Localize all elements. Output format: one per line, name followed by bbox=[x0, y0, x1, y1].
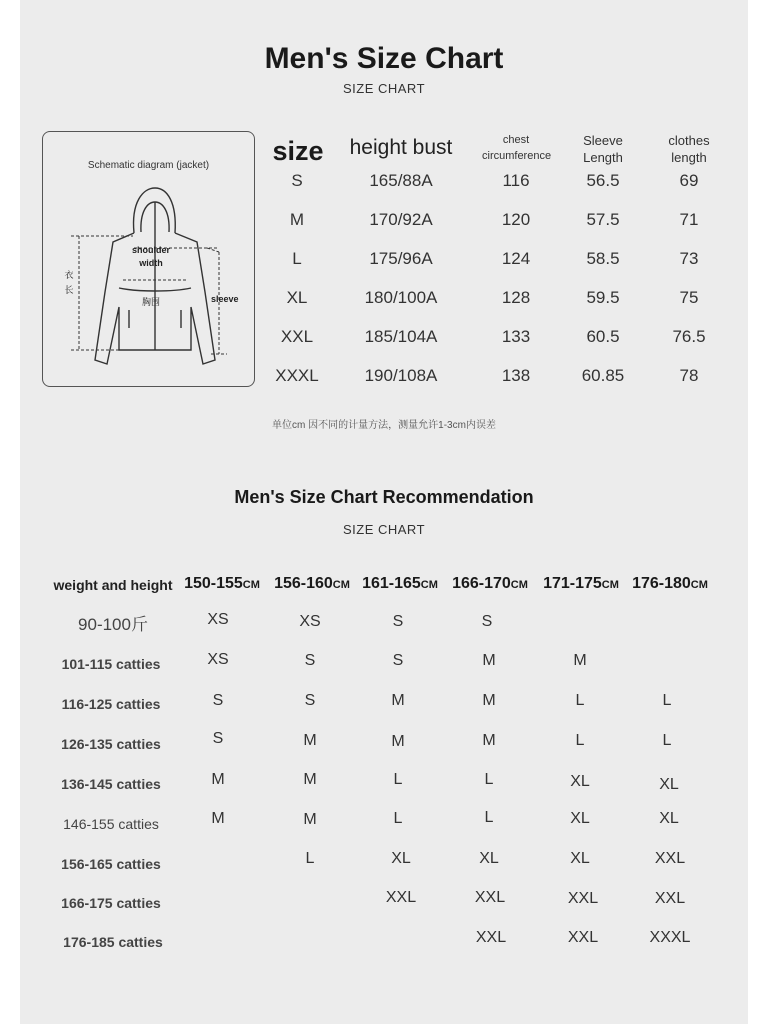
size-recommendation-cell: XXL bbox=[654, 850, 686, 867]
size-recommendation-cell: XL bbox=[570, 850, 590, 867]
size-recommendation-cell: L bbox=[484, 771, 494, 788]
header-sleeve-length: Sleeve Length bbox=[583, 133, 623, 165]
size-recommendation-cell: XS bbox=[207, 611, 229, 628]
size-recommendation-cell: M bbox=[482, 692, 496, 709]
height-bust-cell: 170/92A bbox=[369, 210, 433, 229]
size-recommendation-cell: XXL bbox=[567, 890, 599, 907]
sleeve-cell: 57.5 bbox=[586, 210, 620, 229]
height-bust-cell: 190/108A bbox=[364, 366, 438, 385]
size-cell: M bbox=[289, 210, 305, 229]
chest-cell: 128 bbox=[501, 288, 531, 307]
jacket-diagram bbox=[42, 131, 255, 387]
size-recommendation-cell: XXXL bbox=[649, 929, 691, 946]
size-recommendation-cell: XXL bbox=[474, 889, 506, 906]
weight-row-label: 156-165 catties bbox=[61, 856, 161, 872]
size-recommendation-cell: S bbox=[304, 692, 316, 709]
page-title: Men's Size Chart bbox=[264, 42, 504, 75]
length-cell: 73 bbox=[679, 249, 699, 268]
size-recommendation-cell: S bbox=[481, 613, 493, 630]
size-recommendation-cell: XL bbox=[479, 850, 499, 867]
height-column-header: 161-165CM bbox=[362, 575, 438, 592]
chest-label: 胸围 bbox=[142, 297, 161, 307]
height-column-header: 171-175CM bbox=[543, 575, 619, 592]
height-column-header: 150-155CM bbox=[184, 575, 260, 592]
size-recommendation-cell: M bbox=[391, 733, 405, 750]
weight-row-label: 176-185 catties bbox=[63, 934, 163, 950]
size-recommendation-cell: XS bbox=[207, 651, 229, 668]
height-column-header: 156-160CM bbox=[274, 575, 350, 592]
size-recommendation-cell: S bbox=[392, 613, 404, 630]
weight-row-label: 146-155 catties bbox=[63, 816, 159, 832]
size-cell: XXL bbox=[280, 327, 314, 346]
size-recommendation-cell: L bbox=[662, 692, 672, 709]
size-recommendation-cell: M bbox=[303, 811, 317, 828]
chest-cell: 138 bbox=[501, 366, 531, 385]
recommendation-subtitle: SIZE CHART bbox=[342, 522, 426, 537]
size-cell: XXXL bbox=[275, 366, 319, 385]
length-cell: 69 bbox=[679, 171, 699, 190]
chest-cell: 124 bbox=[501, 249, 531, 268]
size-cell: XL bbox=[286, 288, 308, 307]
size-recommendation-cell: L bbox=[662, 732, 672, 749]
sleeve-cell: 56.5 bbox=[586, 171, 620, 190]
sleeve-label: sleeve bbox=[211, 294, 239, 304]
size-recommendation-cell: L bbox=[575, 692, 585, 709]
size-recommendation-cell: M bbox=[573, 652, 587, 669]
size-recommendation-cell: XL bbox=[659, 776, 679, 793]
weight-row-label: 101-115 catties bbox=[61, 656, 161, 672]
sleeve-cell: 60.5 bbox=[586, 327, 620, 346]
size-recommendation-cell: XXL bbox=[654, 890, 686, 907]
size-recommendation-cell: XXL bbox=[475, 929, 507, 946]
height-bust-cell: 180/100A bbox=[364, 288, 438, 307]
size-recommendation-cell: L bbox=[575, 732, 585, 749]
height-bust-cell: 165/88A bbox=[369, 171, 433, 190]
chest-cell: 133 bbox=[501, 327, 531, 346]
size-recommendation-cell: M bbox=[391, 692, 405, 709]
measurement-note: 单位cm 因不同的计量方法，测量允许1-3cm内误差 bbox=[272, 420, 496, 431]
size-recommendation-cell: M bbox=[482, 732, 496, 749]
size-recommendation-cell: XXL bbox=[567, 929, 599, 946]
sleeve-cell: 60.85 bbox=[581, 366, 625, 385]
size-recommendation-cell: XXL bbox=[385, 889, 417, 906]
height-bust-cell: 185/104A bbox=[364, 327, 438, 346]
chest-cell: 116 bbox=[502, 171, 530, 190]
header-size: size bbox=[272, 136, 324, 166]
size-recommendation-cell: L bbox=[305, 850, 315, 867]
length-cell: 76.5 bbox=[672, 327, 706, 346]
corner-label: weight and height bbox=[53, 577, 173, 593]
size-recommendation-cell: M bbox=[482, 652, 496, 669]
length-cell: 75 bbox=[679, 288, 699, 307]
shoulder-width-label: shoulder width bbox=[131, 245, 170, 268]
size-recommendation-cell: M bbox=[303, 732, 317, 749]
weight-row-label: 116-125 catties bbox=[61, 696, 161, 712]
weight-row-label: 136-145 catties bbox=[61, 776, 161, 792]
sleeve-cell: 58.5 bbox=[586, 249, 620, 268]
size-recommendation-cell: S bbox=[212, 730, 224, 747]
weight-row-label: 126-135 catties bbox=[61, 736, 161, 752]
size-recommendation-cell: M bbox=[211, 810, 225, 827]
size-recommendation-cell: S bbox=[392, 652, 404, 669]
size-recommendation-cell: S bbox=[212, 692, 224, 709]
size-recommendation-cell: S bbox=[304, 652, 316, 669]
header-chest-circumference: chest circumference bbox=[482, 134, 552, 162]
length-label: 衣长 bbox=[64, 270, 74, 295]
header-clothes-length: clothes length bbox=[668, 133, 710, 165]
size-recommendation-cell: XL bbox=[391, 850, 411, 867]
size-recommendation-cell: XS bbox=[299, 613, 321, 630]
header-height-bust: height bust bbox=[349, 136, 453, 159]
size-recommendation-cell: L bbox=[393, 771, 403, 788]
chest-cell: 120 bbox=[501, 210, 531, 229]
weight-row-label: 90-100斤 bbox=[78, 615, 148, 634]
length-cell: 71 bbox=[679, 210, 699, 229]
weight-row-label: 166-175 catties bbox=[61, 895, 161, 911]
length-cell: 78 bbox=[679, 366, 699, 385]
recommendation-title: Men's Size Chart Recommendation bbox=[234, 487, 534, 507]
height-column-header: 166-170CM bbox=[452, 575, 528, 592]
size-recommendation-cell: L bbox=[393, 810, 403, 827]
size-recommendation-cell: M bbox=[211, 771, 225, 788]
sleeve-cell: 59.5 bbox=[586, 288, 620, 307]
page-subtitle: SIZE CHART bbox=[342, 81, 426, 96]
size-recommendation-cell: XL bbox=[570, 810, 590, 827]
height-column-header: 176-180CM bbox=[632, 575, 708, 592]
size-cell: S bbox=[291, 171, 303, 190]
size-recommendation-cell: M bbox=[303, 771, 317, 788]
size-recommendation-cell: L bbox=[484, 809, 494, 826]
size-recommendation-cell: XL bbox=[570, 773, 590, 790]
size-recommendation-cell: XL bbox=[659, 810, 679, 827]
diagram-caption: Schematic diagram (jacket) bbox=[87, 160, 210, 171]
size-cell: L bbox=[292, 249, 302, 268]
height-bust-cell: 175/96A bbox=[369, 249, 433, 268]
